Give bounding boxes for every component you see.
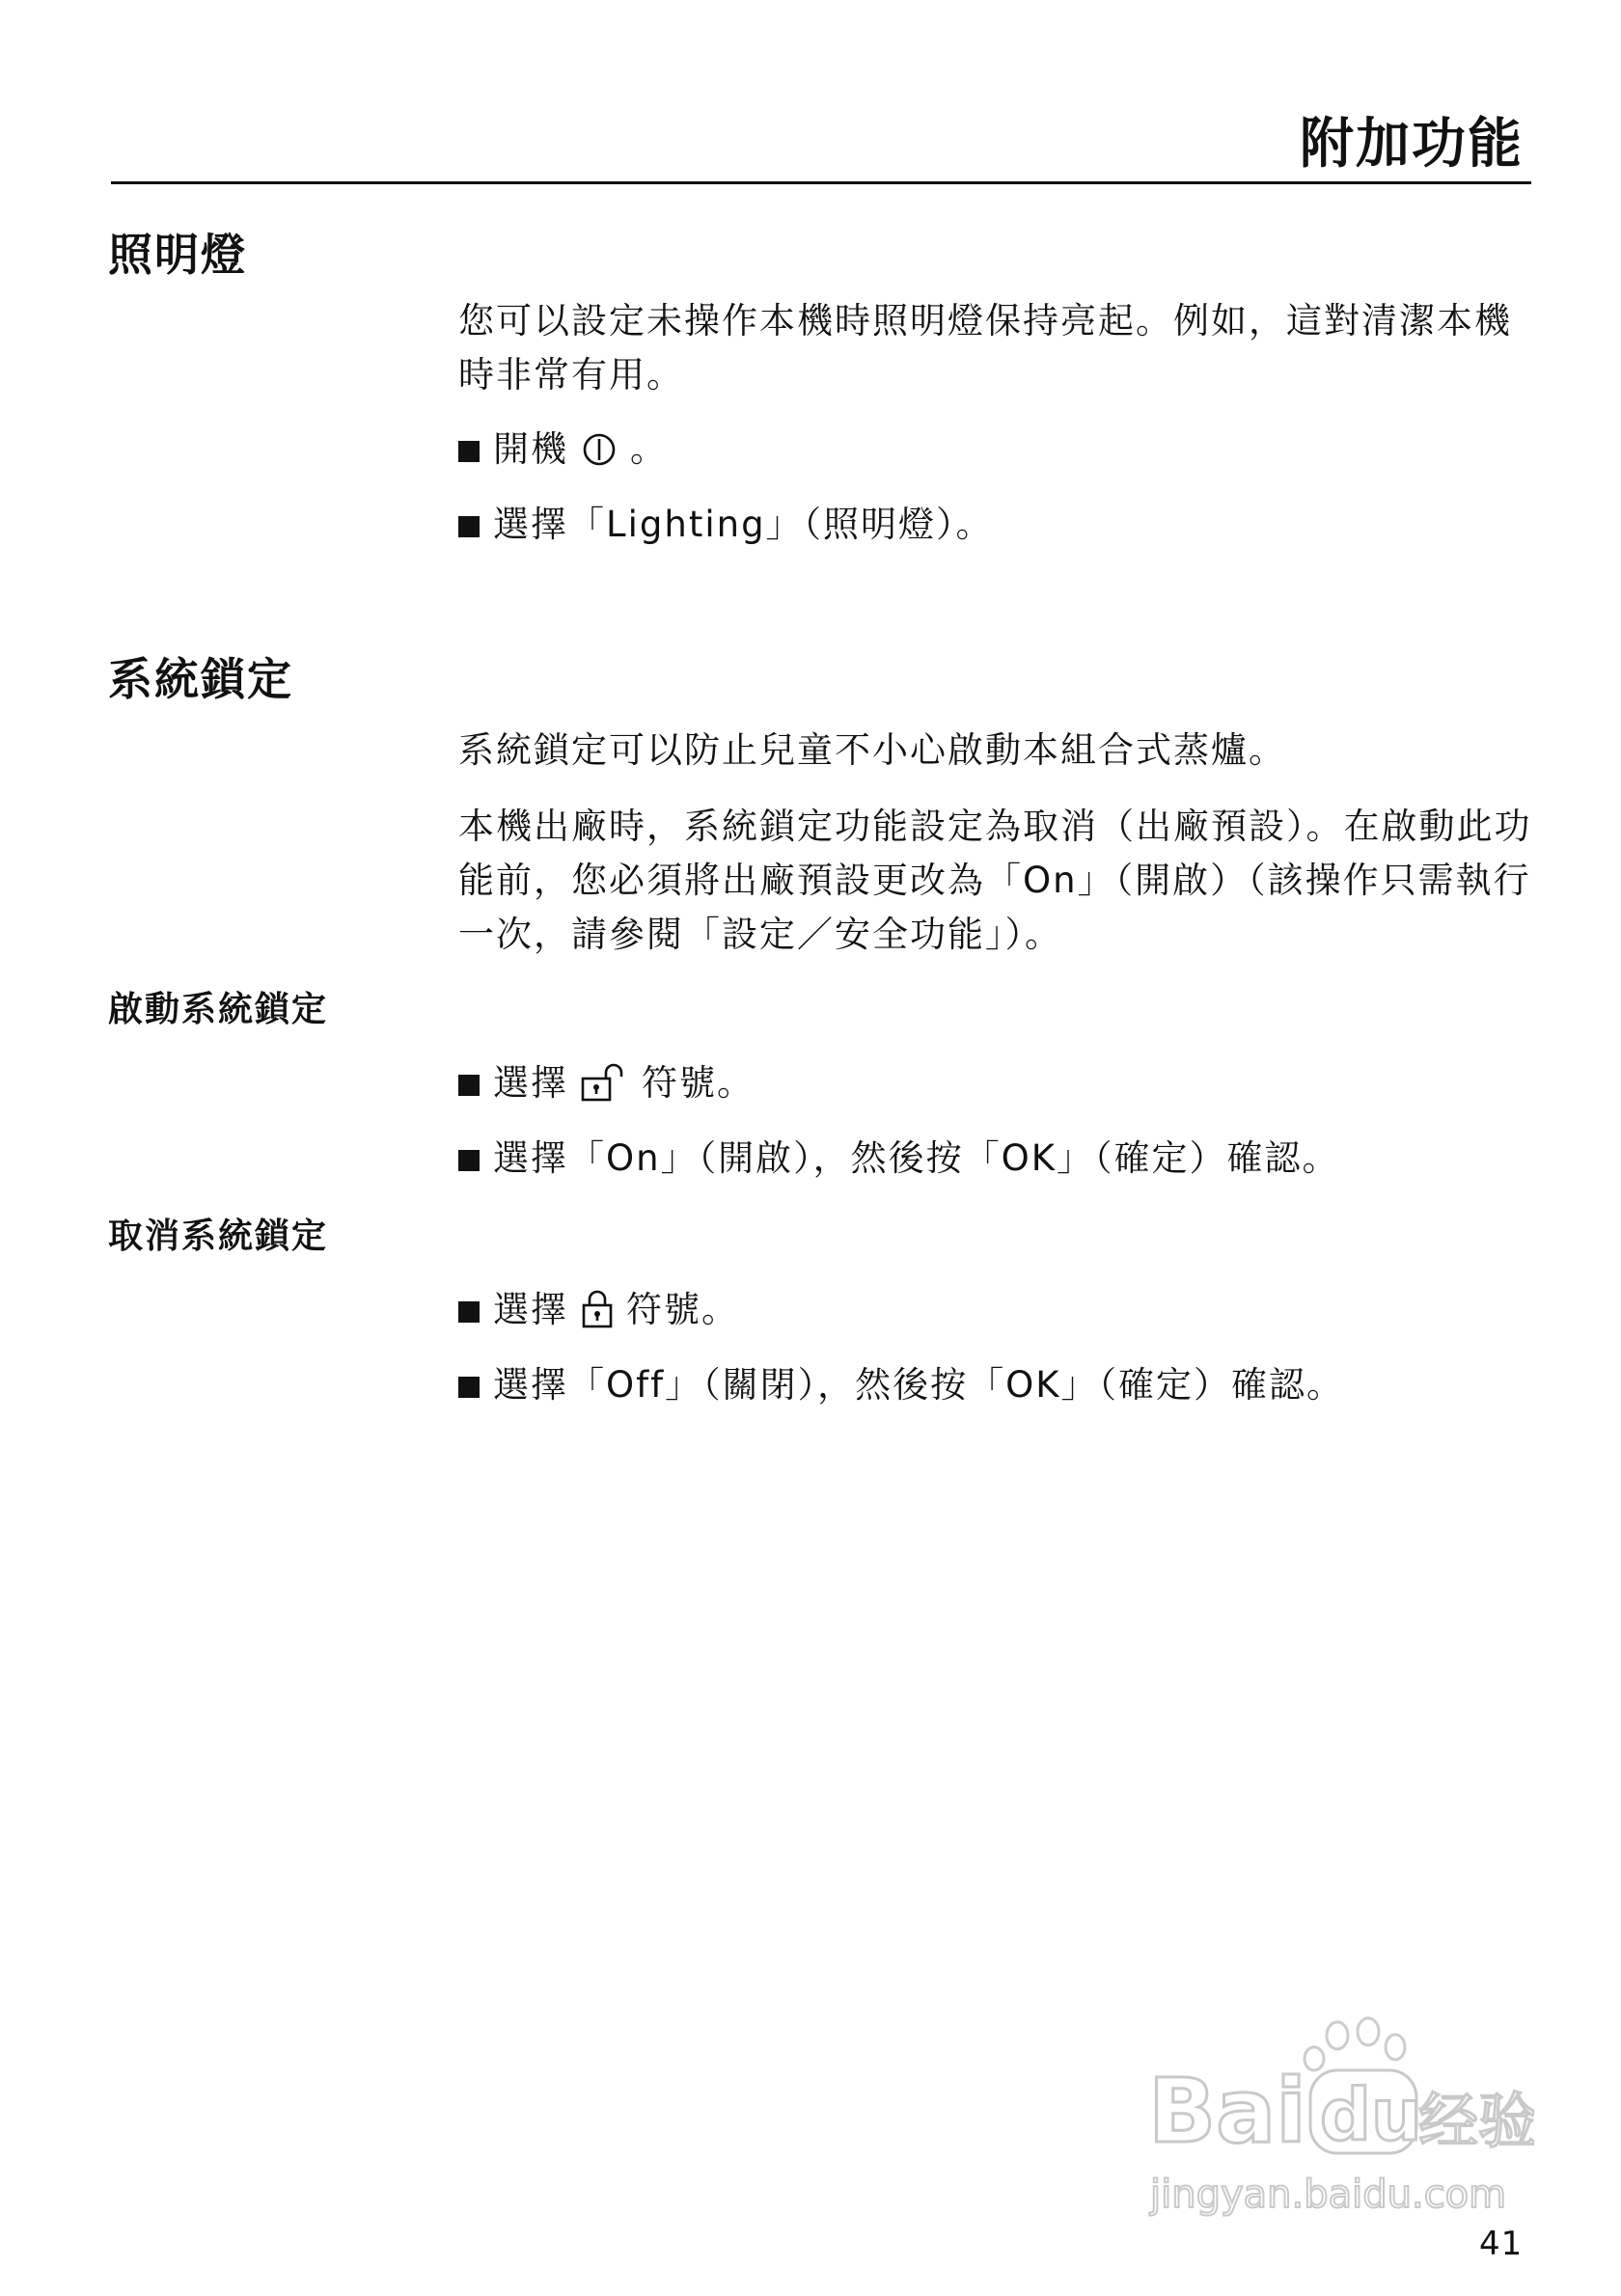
activate-step-1-pre: 選擇 bbox=[493, 1062, 568, 1104]
svg-text:经验: 经验 bbox=[1418, 2086, 1534, 2156]
page-header bbox=[111, 92, 1531, 184]
bullet-icon bbox=[458, 1075, 480, 1096]
deactivate-step-1-post: 符號。 bbox=[626, 1289, 739, 1330]
svg-text:du: du bbox=[1320, 2074, 1422, 2157]
activate-step-2 bbox=[458, 1132, 1539, 1186]
deactivate-step-1 bbox=[458, 1283, 1539, 1337]
page-title: 附加功能 bbox=[1300, 113, 1524, 176]
bullet-icon bbox=[458, 1150, 480, 1171]
power-icon bbox=[580, 430, 618, 484]
lighting-intro: 您可以設定未操作本機時照明燈保持亮起。例如，這對清潔本機時非常有用。 bbox=[458, 300, 1512, 396]
activate-step-1-post: 符號。 bbox=[642, 1062, 755, 1104]
system-lock-p2: 本機出廠時，系統鎖定功能設定為取消（出廠預設）。在啟動此功能前，您必須將出廠預設更改為「On」（開啟）（該操作只需執行一次，請參閱「設定／安全功能」）。 bbox=[458, 806, 1532, 955]
lighting-step-1 bbox=[458, 423, 1539, 477]
deactivate-step-2 bbox=[458, 1358, 1539, 1412]
activate-step-2-text: 選擇「On」（開啟），然後按「OK」（確定）確認。 bbox=[493, 1137, 1340, 1179]
bullet-icon bbox=[458, 516, 480, 537]
bullet-icon bbox=[458, 1301, 480, 1323]
lighting-step-1-tail: 。 bbox=[630, 428, 668, 470]
baidu-jingyan-watermark bbox=[1148, 2016, 1534, 2238]
activate-step-1 bbox=[458, 1056, 1539, 1110]
svg-text:Bai: Bai bbox=[1148, 2060, 1306, 2163]
deactivate-step-1-pre: 選擇 bbox=[493, 1289, 568, 1330]
svg-text:jingyan.baidu.com: jingyan.baidu.com bbox=[1150, 2173, 1507, 2217]
bullet-icon bbox=[458, 441, 480, 462]
padlock-open-icon bbox=[580, 1062, 630, 1118]
lighting-step-2-text: 選擇「Lighting」（照明燈）。 bbox=[493, 504, 994, 545]
bullet-icon bbox=[458, 1377, 480, 1398]
lighting-step-2 bbox=[458, 498, 1539, 552]
page-number: 41 bbox=[1479, 2225, 1524, 2263]
system-lock-heading: 系統鎖定 bbox=[108, 653, 293, 705]
padlock-closed-icon bbox=[580, 1289, 615, 1345]
activate-lock-heading: 啟動系統鎖定 bbox=[108, 990, 329, 1029]
deactivate-step-2-text: 選擇「Off」（關閉），然後按「OK」（確定）確認。 bbox=[493, 1364, 1345, 1406]
deactivate-lock-heading: 取消系統鎖定 bbox=[108, 1216, 329, 1256]
lighting-step-1-text: 開機 bbox=[493, 428, 568, 470]
system-lock-p1: 系統鎖定可以防止兒童不小心啟動本組合式蒸爐。 bbox=[458, 729, 1286, 771]
lighting-heading: 照明燈 bbox=[108, 229, 247, 281]
